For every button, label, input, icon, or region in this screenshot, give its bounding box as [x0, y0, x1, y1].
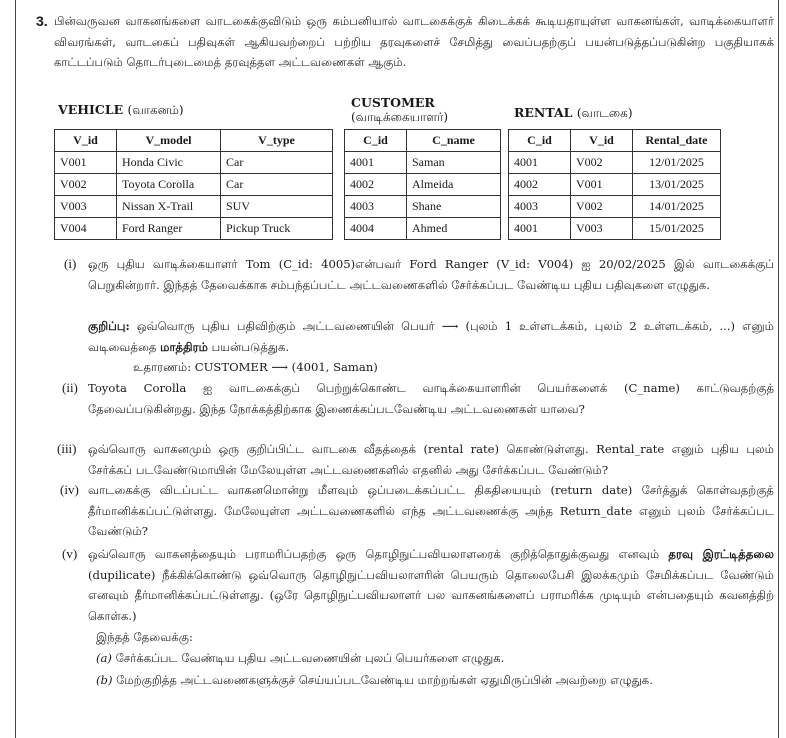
- part-i-text: ஒரு புதிய வாடிக்கையாளர் Tom (C_id: 4005)என்பவர் Ford Ranger (V_id: V004) ஐ 20/02/2025 இல் வாடகைக்குப் பெறுகின்றார். இந்தத் தேவைக்காக சம்பந்தப்பட்ட அட்டவணைகளில் சேர்க்கப்பட வேண்டிய புதிய பதிவுகளை எழுதுக.: [88, 257, 774, 292]
- part-v-b-label: (b): [96, 673, 113, 687]
- part-v-text: [88, 544, 774, 626]
- table-cell: V002: [55, 174, 117, 196]
- table-cell: 13/01/2025: [633, 174, 721, 196]
- note-label: குறிப்பு:: [88, 319, 130, 333]
- part-i-label: (i): [64, 256, 77, 271]
- vehicle-col-header: V_model: [117, 130, 221, 152]
- rental-table: [508, 129, 721, 240]
- customer-table: [344, 129, 501, 240]
- vehicle-table-caption: [58, 103, 184, 117]
- customer-caption-title: CUSTOMER: [351, 95, 435, 110]
- table-row: [345, 218, 501, 240]
- vehicle-col-header: V_type: [221, 130, 333, 152]
- table-cell: V003: [571, 218, 633, 240]
- question-intro: பின்வருவன வாகனங்களை வாடகைக்குவிடும் ஒரு கம்பனியால் வாடகைக்குக் கிடைக்கக் கூடியதாயுள்ள வாகனங்கள், வாடிக்கையாளர் விவரங்கள், வாடகைப் பதிவுகள் ஆகியவற்றைப் பற்றிய தரவுகளைச் சேமித்து வைப்பதற்குப் பயன்படுத்தப்படுகின்ற பகுதியாகக் காட்டப்படும் தொடர்புடைமைத் தரவுத்தள அட்டவணைகள் ஆகும்.: [54, 14, 774, 69]
- customer-col-header: C_id: [345, 130, 407, 152]
- vehicle-col-header: V_id: [55, 130, 117, 152]
- table-row: [509, 196, 721, 218]
- table-cell: Saman: [407, 152, 501, 174]
- table-cell: 12/01/2025: [633, 152, 721, 174]
- table-cell: 4002: [509, 174, 571, 196]
- rental-caption-sub: (வாடகை): [576, 106, 633, 120]
- rental-header-row: [509, 130, 721, 152]
- part-i-example: உதாரணம்: CUSTOMER ⟶ (4001, Saman): [133, 360, 378, 374]
- customer-header-row: [345, 130, 501, 152]
- table-cell: Car: [221, 174, 333, 196]
- rental-col-header: Rental_date: [633, 130, 721, 152]
- table-cell: Nissan X-Trail: [117, 196, 221, 218]
- part-v-text-b: (dupilicate) நீக்கிக்கொண்டு ஒவ்வொரு தொழிநுட்பவியலாளரின் பெயரும் தொலைபேசி இலக்கமும் சேமிக்கப்பட வேண்டும் எனவும் தீர்மானிக்கப்பட்டுள்ளது. (ஒரே தொழிநுட்பவியலாளர் பல வாகனங்களைப் பராமரிக்க முடியும் என்பதையும் கவனத்திற் கொள்க.): [88, 567, 774, 623]
- table-row: [55, 218, 333, 240]
- table-cell: Almeida: [407, 174, 501, 196]
- part-ii-label: (ii): [62, 380, 78, 395]
- table-row: [55, 174, 333, 196]
- vehicle-caption-title: VEHICLE: [58, 102, 124, 117]
- table-cell: 4002: [345, 174, 407, 196]
- table-row: [55, 152, 333, 174]
- table-cell: 15/01/2025: [633, 218, 721, 240]
- table-cell: V004: [55, 218, 117, 240]
- rental-col-header: V_id: [571, 130, 633, 152]
- part-v-a-text: சேர்க்கப்பட வேண்டிய புதிய அட்டவணையின் புலப் பெயர்களை எழுதுக.: [115, 651, 505, 665]
- table-cell: Ahmed: [407, 218, 501, 240]
- table-row: [509, 218, 721, 240]
- table-cell: V002: [571, 152, 633, 174]
- part-v-lead: இந்தத் தேவைக்கு:: [96, 630, 193, 644]
- part-v-bold: தரவு இரட்டித்தலை: [668, 547, 775, 561]
- table-row: [509, 174, 721, 196]
- table-cell: Pickup Truck: [221, 218, 333, 240]
- part-v-label: (v): [62, 546, 78, 561]
- part-iv-label: (iv): [60, 482, 79, 497]
- customer-caption-sub: (வாடிக்கையாளர்): [351, 110, 449, 124]
- table-row: [509, 152, 721, 174]
- table-cell: V002: [571, 196, 633, 218]
- table-cell: Toyota Corolla: [117, 174, 221, 196]
- table-cell: 4001: [509, 218, 571, 240]
- part-iii-text: ஒவ்வொரு வாகனமும் ஒரு குறிப்பிட்ட வாடகை வீதத்தைக் (rental rate) கொண்டுள்ளது. Rental_rate எனும் புதிய புலம் சேர்க்கப் படவேண்டுமாயின் மேலேயுள்ள அட்டவணைகளில் எதனில் அது சேர்க்கப்பட வேண்டும்?: [88, 442, 774, 477]
- part-iv-text: வாடகைக்கு விடப்பட்ட வாகனமொன்று மீளவும் ஒப்படைக்கப்பட்ட திகதியையும் (return date) சேர்த்துக் கொள்வதற்குத் தீர்மானிக்கப்பட்டுள்ளது. மேலேயுள்ள அட்டவணைகளில் எந்த அட்டவணைக்கு அந்த Return_date எனும் புலம் சேர்க்கப்பட வேண்டும்?: [88, 483, 774, 538]
- part-iii-label: (iii): [57, 441, 77, 456]
- table-row: [345, 196, 501, 218]
- table-cell: 4003: [345, 196, 407, 218]
- customer-table-caption: [351, 96, 448, 124]
- table-cell: 4001: [345, 152, 407, 174]
- part-v-b: [96, 670, 776, 691]
- part-i-note: [88, 316, 774, 357]
- note-bold: மாத்திரம்: [160, 339, 208, 354]
- table-cell: SUV: [221, 196, 333, 218]
- table-cell: Car: [221, 152, 333, 174]
- table-row: [55, 196, 333, 218]
- exam-page: [15, 0, 779, 738]
- vehicle-table: [54, 129, 333, 240]
- table-cell: Honda Civic: [117, 152, 221, 174]
- rental-col-header: C_id: [509, 130, 571, 152]
- question-number: 3.: [36, 13, 48, 29]
- table-cell: 4004: [345, 218, 407, 240]
- part-v-a: [96, 648, 776, 669]
- table-cell: 14/01/2025: [633, 196, 721, 218]
- table-row: [345, 152, 501, 174]
- note-text-b: பயன்படுத்துக.: [211, 339, 290, 354]
- part-v-text-a: ஒவ்வொரு வாகனத்தையும் பராமரிப்பதற்கு ஒரு தொழிநுட்பவியலாளரைக் குறித்தொதுக்குவது எனவும்: [88, 547, 660, 561]
- table-cell: 4003: [509, 196, 571, 218]
- table-cell: 4001: [509, 152, 571, 174]
- table-cell: V001: [55, 152, 117, 174]
- note-text-a: ஒவ்வொரு புதிய பதிவிற்கும் அட்டவணையின் பெயர் ⟶ (புலம் 1 உள்ளடக்கம், புலம் 2 உள்ளடக்கம், ...) எனும் வடிவைத்தை: [88, 319, 774, 354]
- part-ii-text: Toyota Corolla ஐ வாடகைக்குப் பெற்றுக்கொண்ட வாடிக்கையாளரின் பெயர்களைக் (C_name) காட்டுவதற்குத் தேவைப்படுகின்றது. இந்த நோக்கத்திற்காக இணைக்கப்படவேண்டிய அட்டவணைகள் யாவை?: [88, 381, 774, 416]
- table-cell: Shane: [407, 196, 501, 218]
- table-cell: Ford Ranger: [117, 218, 221, 240]
- vehicle-header-row: [55, 130, 333, 152]
- part-v-a-label: (a): [96, 651, 112, 665]
- customer-col-header: C_name: [407, 130, 501, 152]
- vehicle-caption-sub: (வாகனம்): [127, 103, 184, 117]
- table-row: [345, 174, 501, 196]
- part-v-b-text: மேற்குறித்த அட்டவணைகளுக்குச் செய்யப்படவேண்டிய மாற்றங்கள் ஏதுமிருப்பின் அவற்றை எழுதுக.: [116, 673, 653, 687]
- rental-table-caption: [514, 106, 633, 120]
- table-cell: V001: [571, 174, 633, 196]
- table-cell: V003: [55, 196, 117, 218]
- rental-caption-title: RENTAL: [514, 105, 573, 120]
